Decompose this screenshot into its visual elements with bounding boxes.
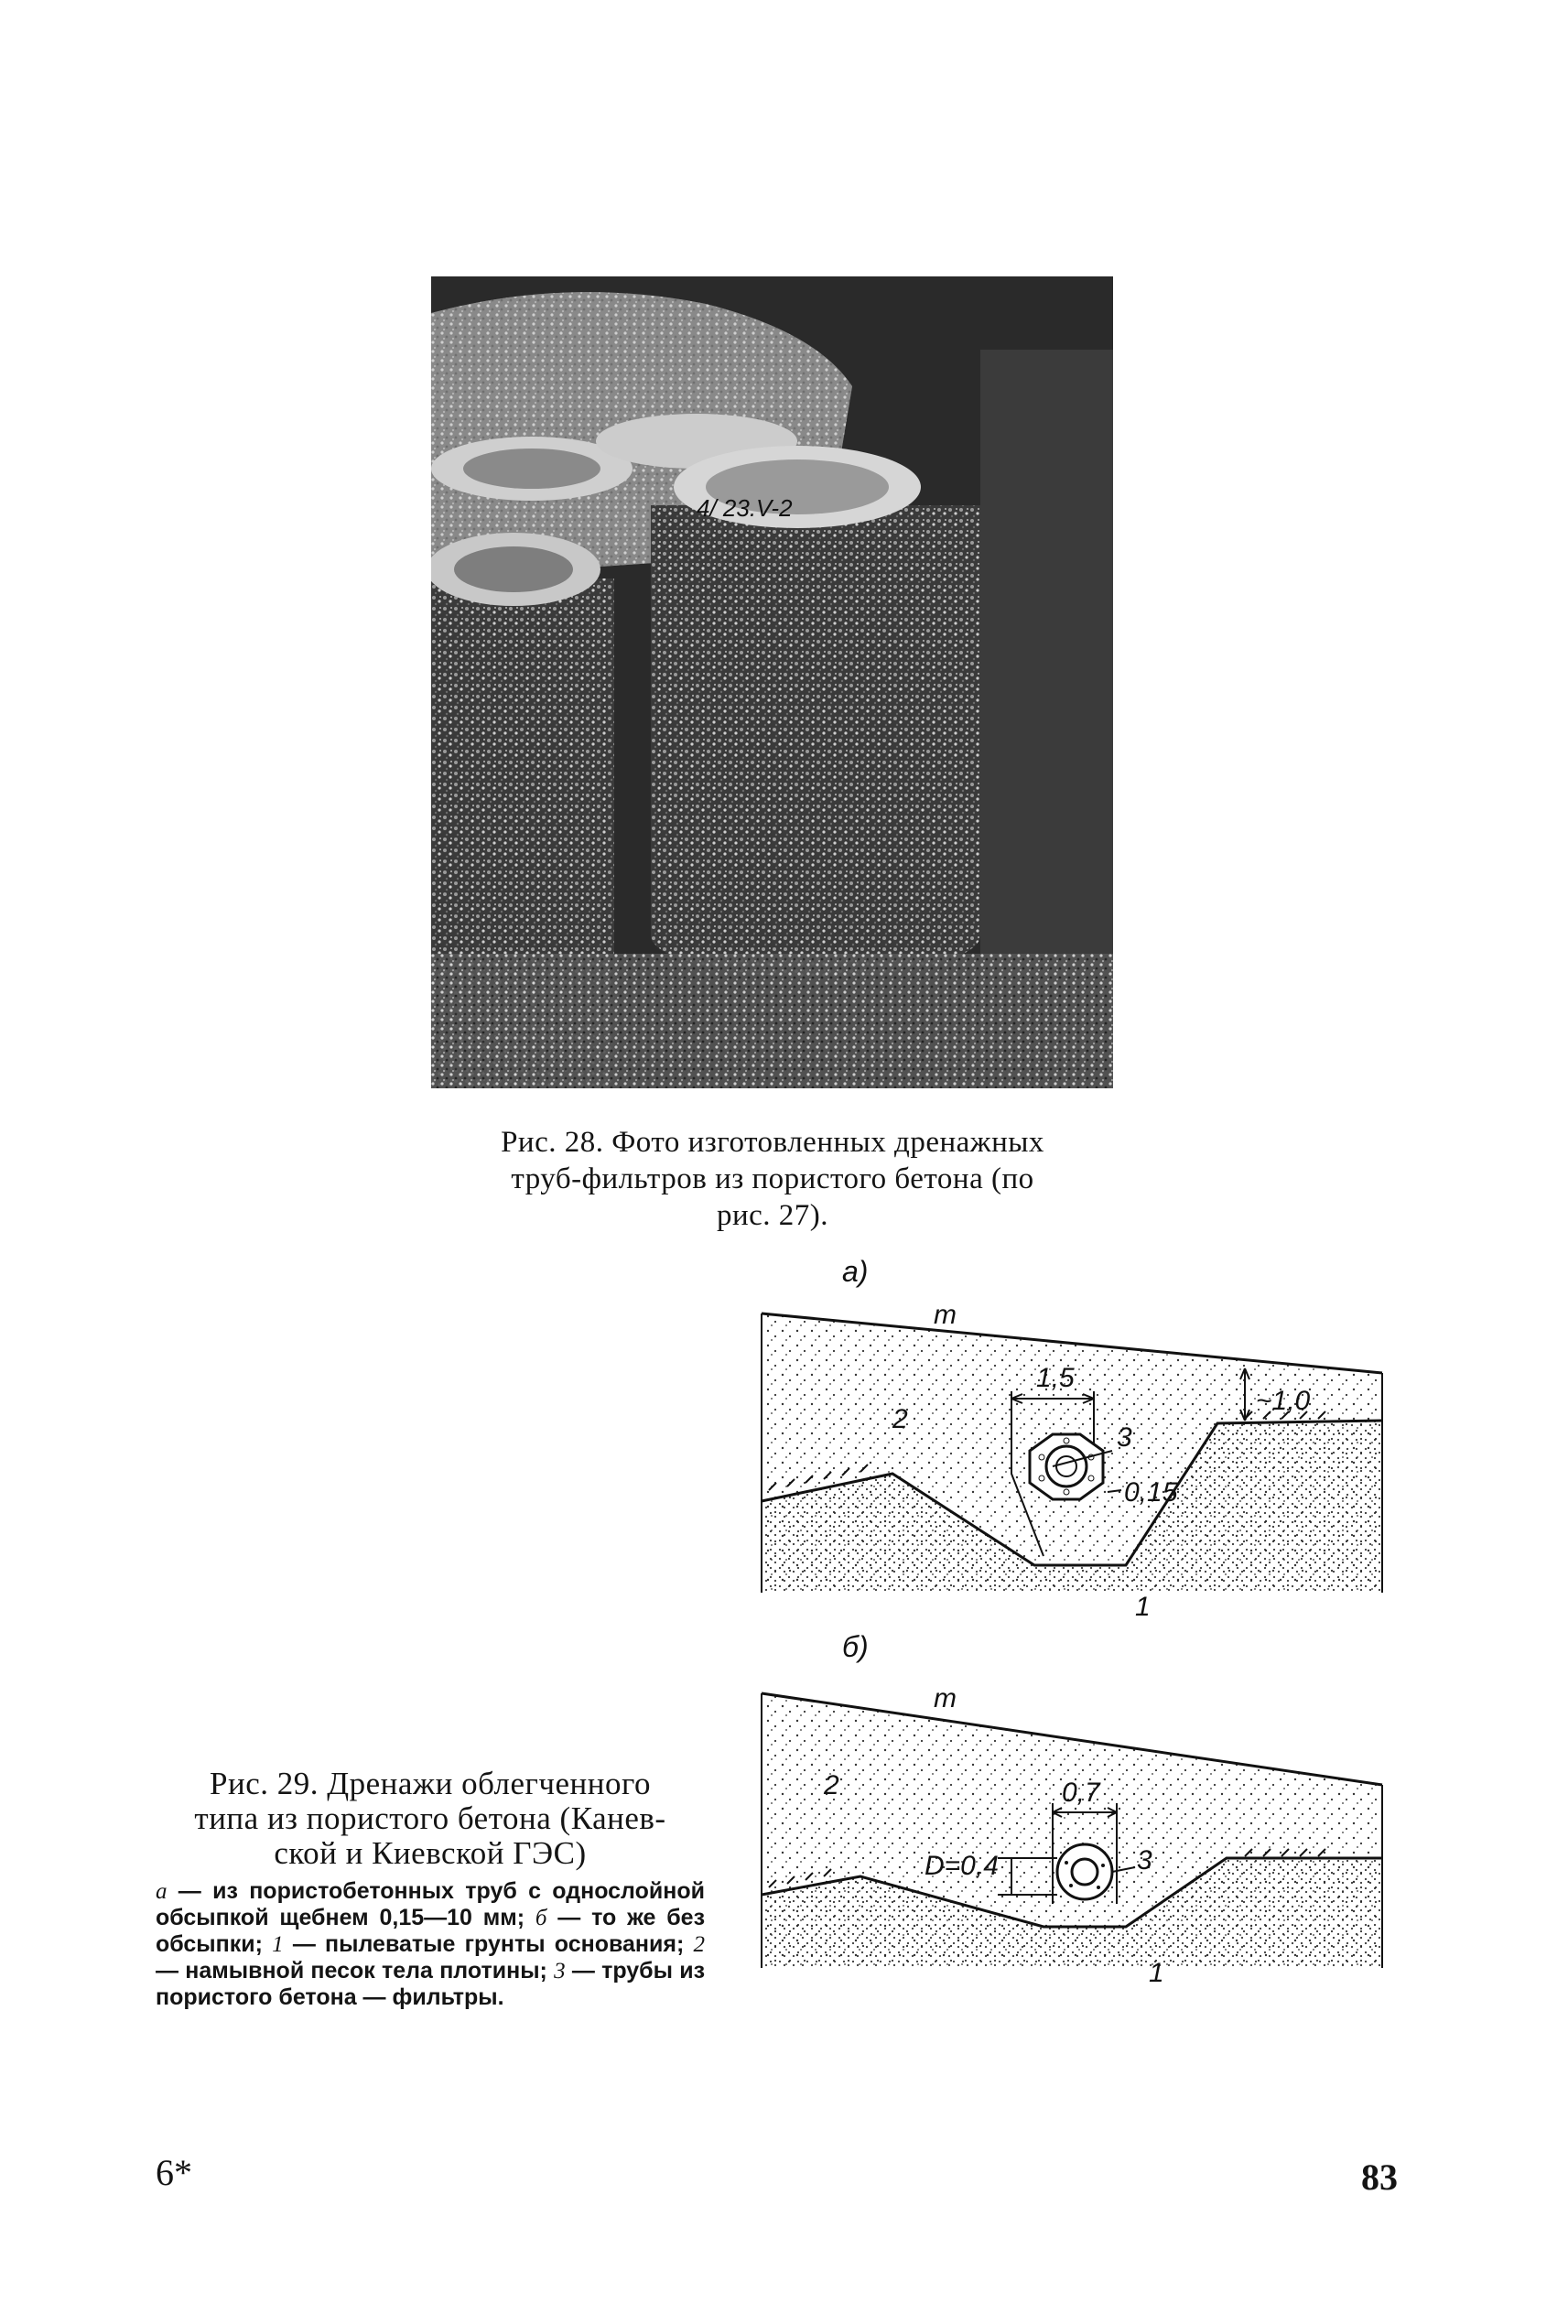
figure-28-caption [428, 1124, 1117, 1234]
legend-key: б [535, 1906, 547, 1930]
slope-label: m [934, 1300, 957, 1330]
diagram-b-label: б) [842, 1630, 869, 1663]
caption-line: Рис. 28. Фото изготовленных дренажных [501, 1126, 1044, 1159]
slope-label: m [934, 1683, 957, 1713]
pipe-label: 3 [1117, 1422, 1132, 1453]
width-label: 1,5 [1036, 1363, 1075, 1393]
legend-text: — из пористобетонных труб с однослойной обсыпкой щебнем 0,15—10 мм; [156, 1878, 705, 1930]
diagram-b [751, 1629, 1391, 1995]
figure-29-caption [156, 1767, 705, 1871]
diagram-a-label: а) [842, 1255, 869, 1288]
depth-label: ~1,0 [1256, 1386, 1311, 1416]
legend-key: 1 [272, 1932, 284, 1957]
pipe-marking: 4/ 23.V-2 [697, 494, 793, 522]
legend-key: 3 [554, 1959, 566, 1984]
legend-key: а [156, 1879, 168, 1904]
base-label: 1 [1149, 1958, 1164, 1988]
caption-line: труб-фильтров из пористого бетона (по [511, 1162, 1034, 1195]
legend-text: — намывной песок тела плотины; [156, 1958, 555, 1984]
caption-line: Рис. 29. Дренажи облегченного [210, 1766, 651, 1801]
soil-label: 2 [892, 1404, 908, 1434]
diagram-a [751, 1254, 1391, 1620]
photo-porous-concrete-pipes [431, 276, 1113, 1088]
pipe-label: 3 [1137, 1845, 1152, 1875]
soil-label: 2 [824, 1770, 839, 1800]
legend-text: — пылеватые грунты основания; [283, 1931, 694, 1957]
base-label: 1 [1135, 1592, 1151, 1620]
layer-label: 0,15 [1124, 1477, 1178, 1508]
legend-text: — трубы из пористого бетона — фильтры. [156, 1958, 706, 2010]
page-number: 83 [1361, 2156, 1398, 2198]
legend-key: 2 [693, 1932, 705, 1957]
caption-line: рис. 27). [716, 1199, 829, 1232]
legend-text: — то же без обсыпки; [156, 1905, 705, 1957]
width-label: 0,7 [1062, 1778, 1100, 1808]
caption-line: типа из пористого бетона (Канев- [194, 1800, 666, 1836]
printer-signature: 6* [156, 2152, 192, 2193]
caption-line: ской и Киевской ГЭС) [274, 1835, 587, 1871]
figure-29-legend [156, 1878, 705, 2011]
diameter-label: D=0,4 [925, 1851, 999, 1881]
